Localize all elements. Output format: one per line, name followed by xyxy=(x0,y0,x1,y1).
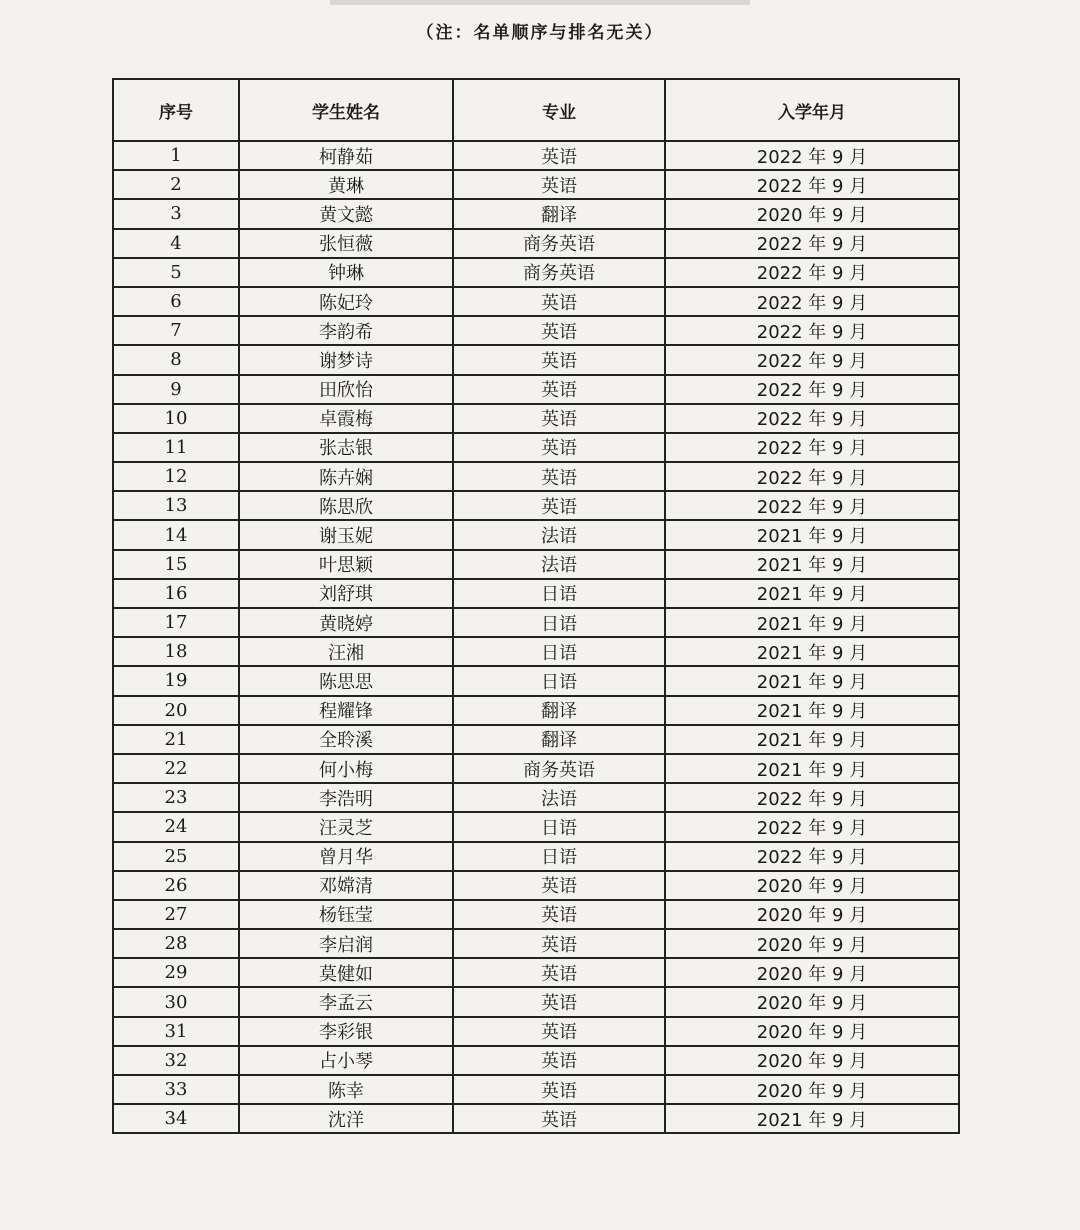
cell-serial-number: 22 xyxy=(113,754,239,783)
cell-enrollment-date: 2020 年 9 月 xyxy=(665,871,959,900)
header-major: 专业 xyxy=(453,79,665,141)
cell-student-name: 李彩银 xyxy=(239,1017,453,1046)
header-row xyxy=(113,79,959,141)
cell-serial-number: 27 xyxy=(113,900,239,929)
cell-serial-number: 6 xyxy=(113,287,239,316)
cell-student-name: 李韵希 xyxy=(239,316,453,345)
header-enrollment-date: 入学年月 xyxy=(665,79,959,141)
table-row xyxy=(113,579,959,608)
cell-serial-number: 18 xyxy=(113,637,239,666)
cell-major: 日语 xyxy=(453,812,665,841)
cell-enrollment-date: 2020 年 9 月 xyxy=(665,1075,959,1104)
cell-student-name: 杨钰莹 xyxy=(239,900,453,929)
cell-major: 日语 xyxy=(453,579,665,608)
cell-enrollment-date: 2021 年 9 月 xyxy=(665,696,959,725)
cell-serial-number: 8 xyxy=(113,345,239,374)
cell-student-name: 曾月华 xyxy=(239,842,453,871)
cell-enrollment-date: 2022 年 9 月 xyxy=(665,462,959,491)
cell-student-name: 李孟云 xyxy=(239,987,453,1016)
cell-serial-number: 26 xyxy=(113,871,239,900)
cell-enrollment-date: 2022 年 9 月 xyxy=(665,345,959,374)
cell-student-name: 谢梦诗 xyxy=(239,345,453,374)
table-row xyxy=(113,666,959,695)
table-row xyxy=(113,491,959,520)
cell-student-name: 张恒薇 xyxy=(239,229,453,258)
cell-serial-number: 2 xyxy=(113,170,239,199)
table-row xyxy=(113,258,959,287)
table-row xyxy=(113,345,959,374)
cell-serial-number: 11 xyxy=(113,433,239,462)
cell-enrollment-date: 2022 年 9 月 xyxy=(665,812,959,841)
table-row xyxy=(113,696,959,725)
cell-major: 商务英语 xyxy=(453,754,665,783)
table-row xyxy=(113,550,959,579)
cell-enrollment-date: 2021 年 9 月 xyxy=(665,1104,959,1133)
cell-enrollment-date: 2022 年 9 月 xyxy=(665,141,959,170)
cell-major: 英语 xyxy=(453,491,665,520)
cell-serial-number: 17 xyxy=(113,608,239,637)
table-row xyxy=(113,229,959,258)
table-row xyxy=(113,754,959,783)
cell-serial-number: 19 xyxy=(113,666,239,695)
table-row xyxy=(113,433,959,462)
cell-enrollment-date: 2021 年 9 月 xyxy=(665,666,959,695)
cell-major: 日语 xyxy=(453,842,665,871)
cell-major: 英语 xyxy=(453,987,665,1016)
cell-student-name: 程耀锋 xyxy=(239,696,453,725)
cell-serial-number: 14 xyxy=(113,520,239,549)
cell-serial-number: 3 xyxy=(113,199,239,228)
cell-student-name: 李浩明 xyxy=(239,783,453,812)
cell-serial-number: 15 xyxy=(113,550,239,579)
cell-major: 英语 xyxy=(453,462,665,491)
cell-enrollment-date: 2021 年 9 月 xyxy=(665,550,959,579)
cell-enrollment-date: 2021 年 9 月 xyxy=(665,725,959,754)
cell-serial-number: 4 xyxy=(113,229,239,258)
header-student-name: 学生姓名 xyxy=(239,79,453,141)
cell-enrollment-date: 2022 年 9 月 xyxy=(665,842,959,871)
table-row xyxy=(113,929,959,958)
cropped-title-remnant xyxy=(330,0,750,5)
cell-major: 日语 xyxy=(453,637,665,666)
cell-serial-number: 13 xyxy=(113,491,239,520)
cell-enrollment-date: 2022 年 9 月 xyxy=(665,375,959,404)
table-row xyxy=(113,520,959,549)
header-serial-number: 序号 xyxy=(113,79,239,141)
table-row xyxy=(113,871,959,900)
cell-major: 英语 xyxy=(453,375,665,404)
cell-serial-number: 21 xyxy=(113,725,239,754)
cell-student-name: 谢玉妮 xyxy=(239,520,453,549)
cell-serial-number: 30 xyxy=(113,987,239,1016)
cell-student-name: 邓嫦清 xyxy=(239,871,453,900)
cell-enrollment-date: 2021 年 9 月 xyxy=(665,608,959,637)
cell-major: 英语 xyxy=(453,287,665,316)
table-row xyxy=(113,1017,959,1046)
cell-serial-number: 5 xyxy=(113,258,239,287)
cell-enrollment-date: 2021 年 9 月 xyxy=(665,637,959,666)
cell-major: 英语 xyxy=(453,345,665,374)
table-row xyxy=(113,900,959,929)
cell-major: 法语 xyxy=(453,783,665,812)
table-row xyxy=(113,375,959,404)
cell-student-name: 卓霞梅 xyxy=(239,404,453,433)
cell-student-name: 黄晓婷 xyxy=(239,608,453,637)
cell-student-name: 张志银 xyxy=(239,433,453,462)
cell-major: 英语 xyxy=(453,141,665,170)
table-row xyxy=(113,1104,959,1133)
cell-student-name: 陈妃玲 xyxy=(239,287,453,316)
cell-serial-number: 1 xyxy=(113,141,239,170)
cell-major: 英语 xyxy=(453,1046,665,1075)
cell-student-name: 李启润 xyxy=(239,929,453,958)
cell-serial-number: 10 xyxy=(113,404,239,433)
cell-serial-number: 29 xyxy=(113,958,239,987)
cell-serial-number: 28 xyxy=(113,929,239,958)
cell-major: 法语 xyxy=(453,520,665,549)
cell-major: 日语 xyxy=(453,608,665,637)
cell-enrollment-date: 2020 年 9 月 xyxy=(665,958,959,987)
cell-student-name: 占小琴 xyxy=(239,1046,453,1075)
cell-enrollment-date: 2022 年 9 月 xyxy=(665,170,959,199)
table-row xyxy=(113,987,959,1016)
cell-student-name: 全聆溪 xyxy=(239,725,453,754)
cell-serial-number: 23 xyxy=(113,783,239,812)
cell-enrollment-date: 2022 年 9 月 xyxy=(665,433,959,462)
table-row xyxy=(113,725,959,754)
table-row xyxy=(113,170,959,199)
cell-major: 英语 xyxy=(453,929,665,958)
cell-major: 英语 xyxy=(453,404,665,433)
cell-student-name: 陈幸 xyxy=(239,1075,453,1104)
table-row xyxy=(113,783,959,812)
cell-enrollment-date: 2022 年 9 月 xyxy=(665,783,959,812)
cell-enrollment-date: 2020 年 9 月 xyxy=(665,987,959,1016)
cell-student-name: 汪湘 xyxy=(239,637,453,666)
table-row xyxy=(113,404,959,433)
cell-serial-number: 9 xyxy=(113,375,239,404)
cell-major: 英语 xyxy=(453,1104,665,1133)
cell-major: 日语 xyxy=(453,666,665,695)
cell-major: 商务英语 xyxy=(453,229,665,258)
table-row xyxy=(113,462,959,491)
table-row xyxy=(113,1075,959,1104)
cell-enrollment-date: 2021 年 9 月 xyxy=(665,520,959,549)
cell-major: 法语 xyxy=(453,550,665,579)
cell-student-name: 陈思欣 xyxy=(239,491,453,520)
cell-student-name: 钟琳 xyxy=(239,258,453,287)
cell-student-name: 田欣怡 xyxy=(239,375,453,404)
cell-serial-number: 7 xyxy=(113,316,239,345)
table-row xyxy=(113,608,959,637)
cell-serial-number: 12 xyxy=(113,462,239,491)
cell-enrollment-date: 2020 年 9 月 xyxy=(665,199,959,228)
cell-major: 英语 xyxy=(453,170,665,199)
cell-student-name: 沈洋 xyxy=(239,1104,453,1133)
cell-major: 英语 xyxy=(453,433,665,462)
table-row xyxy=(113,316,959,345)
cell-major: 英语 xyxy=(453,316,665,345)
cell-enrollment-date: 2020 年 9 月 xyxy=(665,1046,959,1075)
table-row xyxy=(113,812,959,841)
table-row xyxy=(113,842,959,871)
cell-major: 翻译 xyxy=(453,725,665,754)
table-row xyxy=(113,958,959,987)
table-header xyxy=(113,79,959,141)
cell-serial-number: 31 xyxy=(113,1017,239,1046)
cell-major: 翻译 xyxy=(453,696,665,725)
cell-student-name: 陈卉娴 xyxy=(239,462,453,491)
table-row xyxy=(113,637,959,666)
cell-serial-number: 33 xyxy=(113,1075,239,1104)
cell-enrollment-date: 2020 年 9 月 xyxy=(665,929,959,958)
table-row xyxy=(113,141,959,170)
cell-serial-number: 16 xyxy=(113,579,239,608)
cell-enrollment-date: 2022 年 9 月 xyxy=(665,287,959,316)
cell-major: 英语 xyxy=(453,1017,665,1046)
cell-serial-number: 24 xyxy=(113,812,239,841)
cell-major: 英语 xyxy=(453,900,665,929)
cell-enrollment-date: 2022 年 9 月 xyxy=(665,316,959,345)
cell-major: 英语 xyxy=(453,871,665,900)
cell-student-name: 陈思思 xyxy=(239,666,453,695)
cell-student-name: 莫健如 xyxy=(239,958,453,987)
cell-student-name: 汪灵芝 xyxy=(239,812,453,841)
student-roster-table xyxy=(112,78,960,1134)
cell-enrollment-date: 2022 年 9 月 xyxy=(665,258,959,287)
cell-student-name: 刘舒琪 xyxy=(239,579,453,608)
table-row xyxy=(113,1046,959,1075)
cell-serial-number: 25 xyxy=(113,842,239,871)
cell-enrollment-date: 2022 年 9 月 xyxy=(665,404,959,433)
table-body xyxy=(113,141,959,1133)
cell-enrollment-date: 2020 年 9 月 xyxy=(665,1017,959,1046)
cell-serial-number: 32 xyxy=(113,1046,239,1075)
cell-student-name: 黄琳 xyxy=(239,170,453,199)
cell-student-name: 柯静茹 xyxy=(239,141,453,170)
cell-student-name: 叶思颖 xyxy=(239,550,453,579)
list-note: （注：名单顺序与排名无关） xyxy=(416,23,664,43)
cell-student-name: 何小梅 xyxy=(239,754,453,783)
cell-major: 英语 xyxy=(453,1075,665,1104)
cell-major: 翻译 xyxy=(453,199,665,228)
cell-enrollment-date: 2021 年 9 月 xyxy=(665,579,959,608)
cell-major: 商务英语 xyxy=(453,258,665,287)
cell-student-name: 黄文懿 xyxy=(239,199,453,228)
table-row xyxy=(113,287,959,316)
cell-major: 英语 xyxy=(453,958,665,987)
cell-enrollment-date: 2022 年 9 月 xyxy=(665,491,959,520)
cell-enrollment-date: 2022 年 9 月 xyxy=(665,229,959,258)
cell-enrollment-date: 2021 年 9 月 xyxy=(665,754,959,783)
table-row xyxy=(113,199,959,228)
cell-serial-number: 34 xyxy=(113,1104,239,1133)
cell-enrollment-date: 2020 年 9 月 xyxy=(665,900,959,929)
cell-serial-number: 20 xyxy=(113,696,239,725)
